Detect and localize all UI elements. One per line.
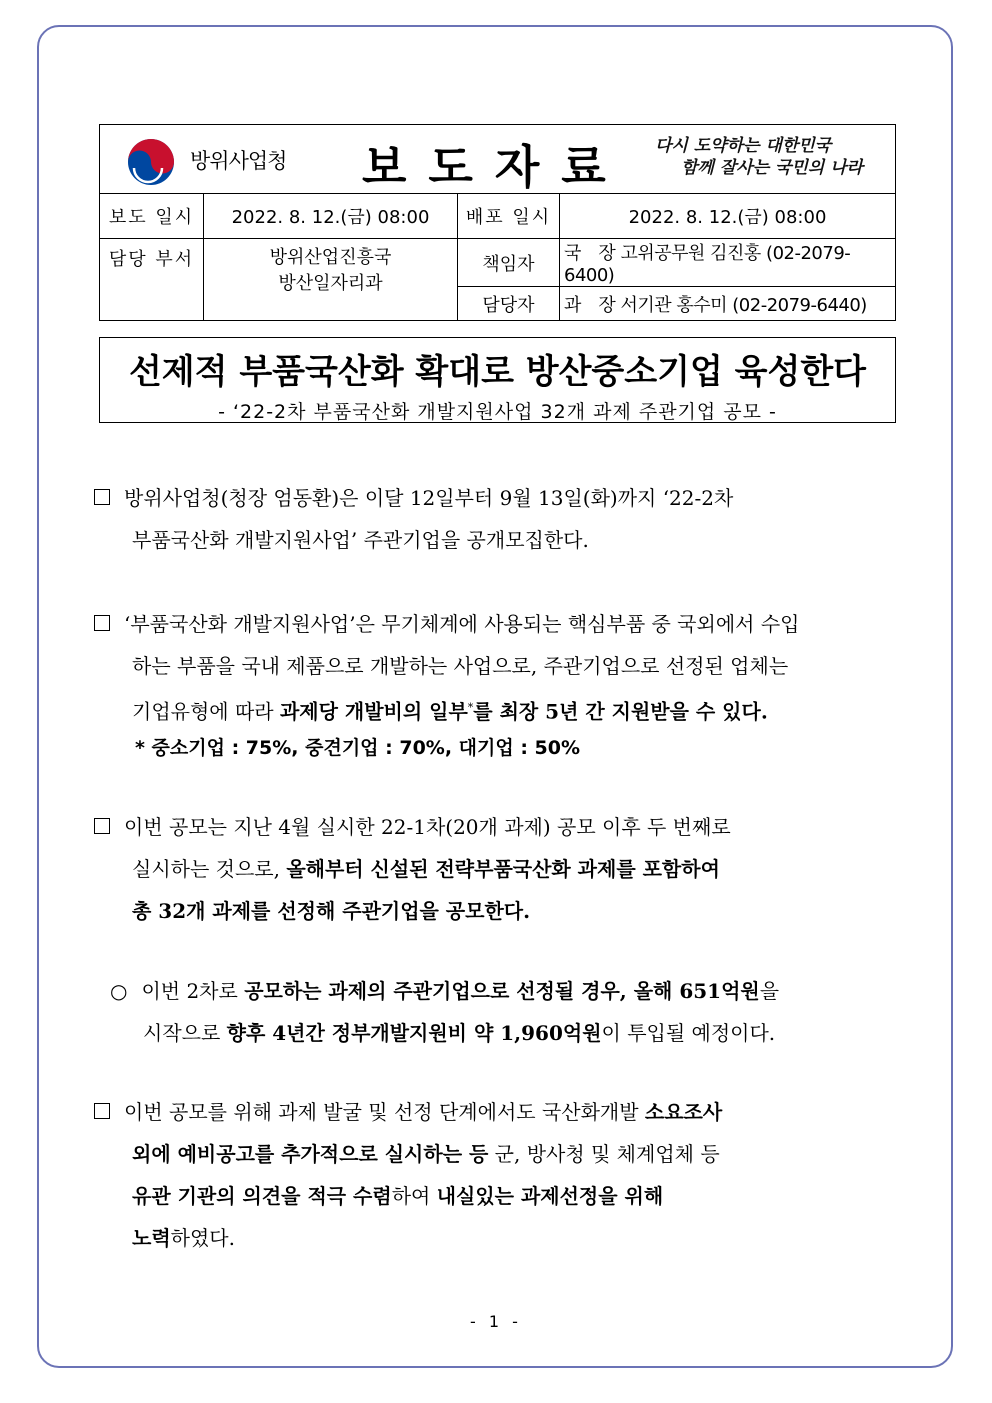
contact-label: 담당자 — [458, 287, 560, 321]
responsible-contact: 국 장 고위공무원 김진홍 (02-2079-6400) — [560, 239, 896, 287]
report-date: 2022. 8. 12.(금) 08:00 — [204, 194, 458, 239]
sub-headline: - ‘22-2차 부품국산화 개발지원사업 32개 과제 주관기업 공모 - — [218, 401, 777, 423]
dept-name — [204, 239, 458, 321]
p5-line-3-b: 하여 — [391, 1184, 437, 1208]
report-date-label: 보도 일시 — [100, 194, 204, 239]
taegeuk-emblem-icon — [126, 137, 176, 187]
p3-line-1: 이번 공모는 지난 4월 실시한 22-1차(20개 과제) 공모 이후 두 번째로 — [124, 815, 731, 839]
p5-line-4-b: 하였다. — [170, 1226, 235, 1250]
p4-line-1-c: 을 — [759, 979, 780, 1003]
slogan-line-1: 다시 도약하는 대한민국 — [655, 136, 832, 156]
distribute-date: 2022. 8. 12.(금) 08:00 — [560, 194, 896, 239]
org-name: 방위사업청 — [190, 149, 287, 173]
dept-line-1: 방위산업진흥국 — [269, 247, 392, 268]
p4-line-2-c: 이 투입될 예정이다. — [601, 1021, 776, 1045]
staff-contact: 과 장 서기관 홍수미 (02-2079-6440) — [560, 287, 896, 321]
p3-line-2-a: 실시하는 것으로, — [132, 857, 287, 881]
p3-line-2-bold: 올해부터 신설된 전략부품국산화 과제를 포함하여 — [286, 857, 720, 881]
dept-line-2: 방산일자리과 — [278, 273, 383, 294]
p2-line-3 — [94, 687, 897, 733]
dept-label: 담당 부서 — [100, 239, 204, 321]
p4-line-1-bold: 공모하는 과제의 주관기업으로 선정될 경우, 올해 651억원 — [244, 979, 760, 1003]
p2-line-3-bold-2: 를 최장 5년 간 지원받을 수 있다. — [473, 699, 768, 724]
p1-line-2: 부품국산화 개발지원사업’ 주관기업을 공개모집한다. — [132, 528, 589, 552]
headline: 선제적 부품국산화 확대로 방산중소기업 육성한다 — [128, 352, 867, 392]
checkbox-bullet-icon — [94, 818, 110, 834]
checkbox-bullet-icon — [94, 615, 110, 631]
government-slogan — [655, 135, 863, 179]
paragraph-4 — [110, 970, 897, 1054]
p5-line-4-bold: 노력 — [132, 1226, 171, 1250]
p5-line-1-bold: 소요조사 — [644, 1100, 723, 1124]
paragraph-2 — [94, 603, 897, 733]
p3-line-3-bold: 총 32개 과제를 선정해 주관기업을 공모한다. — [132, 899, 531, 923]
p5-line-1-a: 이번 공모를 위해 과제 발굴 및 선정 단계에서도 국산화개발 — [124, 1100, 645, 1124]
p4-line-1-a: 이번 2차로 — [141, 979, 245, 1003]
p5-line-4 — [94, 1217, 897, 1259]
p2-line-1: ‘부품국산화 개발지원사업’은 무기체계에 사용되는 핵심부품 중 국외에서 수입 — [124, 612, 800, 636]
p2-line-3-bold: 과제당 개발비의 일부 — [279, 699, 468, 724]
support-rate-note: * 중소기업 : 75%, 중견기업 : 70%, 대기업 : 50% — [135, 737, 581, 759]
paragraph-3 — [94, 806, 897, 932]
p3-line-3 — [94, 890, 897, 932]
p2-line-2: 하는 부품을 국내 제품으로 개발하는 사업으로, 주관기업으로 선정된 업체는 — [132, 654, 789, 678]
page-number: - 1 - — [470, 1312, 522, 1331]
p4-line-2-a: 시작으로 — [143, 1021, 227, 1045]
p1-line-1: 방위사업청(청장 엄동환)은 이달 12일부터 9월 13일(화)까지 ‘22-2차 — [124, 486, 734, 510]
p5-line-2-b: 군, 방사청 및 체계업체 등 — [488, 1142, 720, 1166]
slogan-line-2: 함께 잘사는 국민의 나라 — [681, 158, 863, 178]
checkbox-bullet-icon — [94, 1103, 110, 1119]
p2-line-3-a: 기업유형에 따라 — [132, 699, 280, 724]
checkbox-bullet-icon — [94, 489, 110, 505]
headline-box — [99, 337, 896, 423]
circle-bullet-icon: ○ — [110, 979, 128, 1003]
press-release-title: 보도자료 — [362, 140, 628, 194]
p5-line-3-bold-2: 내실있는 과제선정을 위해 — [436, 1184, 664, 1208]
p3-line-2 — [94, 848, 897, 890]
p5-line-2 — [94, 1133, 897, 1175]
paragraph-1 — [94, 477, 897, 561]
p5-line-3 — [94, 1175, 897, 1217]
p5-line-2-bold: 외에 예비공고를 추가적으로 실시하는 등 — [132, 1142, 489, 1166]
footnote-mark: * — [467, 701, 474, 714]
p4-line-2-bold: 향후 4년간 정부개발지원비 약 1,960억원 — [226, 1021, 602, 1045]
header-banner — [100, 125, 896, 194]
responsible-label: 책임자 — [458, 239, 560, 287]
distribute-date-label: 배포 일시 — [458, 194, 560, 239]
p5-line-3-bold: 유관 기관의 의견을 적극 수렴 — [132, 1184, 392, 1208]
press-header-table — [99, 124, 896, 321]
paragraph-5 — [94, 1091, 897, 1259]
